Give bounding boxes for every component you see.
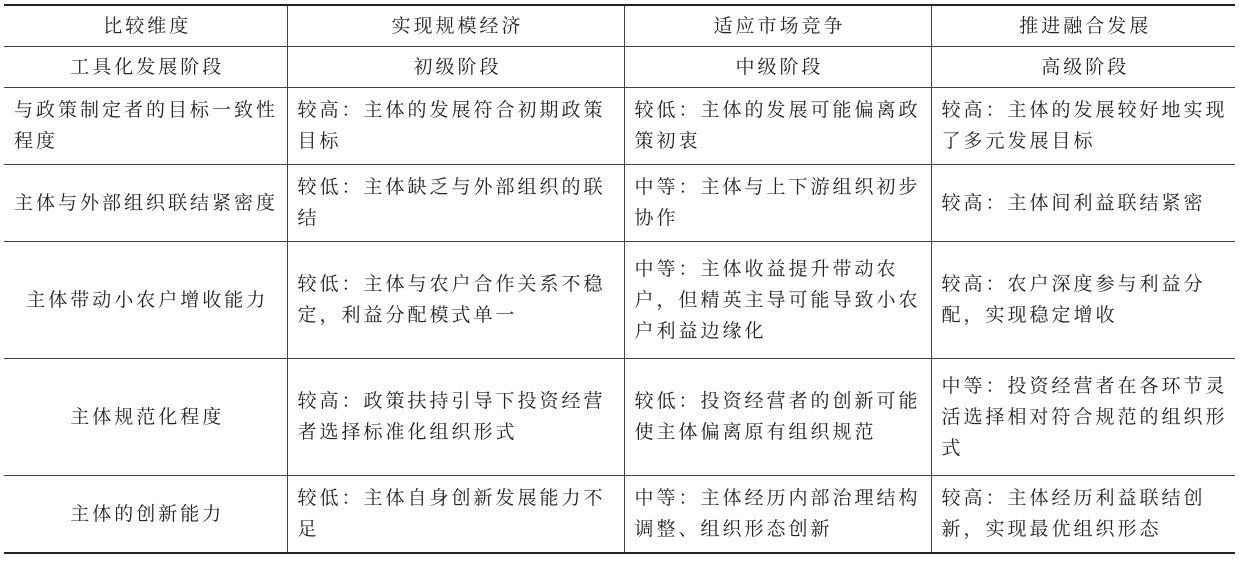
dimension-cell: 主体的创新能力: [4, 476, 287, 554]
table-row: [4, 88, 1235, 165]
header-cell-integration: 推进融合发展: [931, 5, 1235, 47]
table-cell: 较低：主体缺乏与外部组织的联结: [287, 165, 624, 242]
stage-cell-intermediate: 中级阶段: [624, 47, 931, 88]
table-cell: 较高：农户深度参与利益分配，实现稳定增收: [931, 242, 1235, 359]
stage-row: [4, 47, 1235, 88]
table-cell: 较低：主体的发展可能偏离政策初衷: [624, 88, 931, 165]
table-cell: 中等：主体收益提升带动农户，但精英主导可能导致小农户利益边缘化: [624, 242, 931, 359]
header-cell-market-competition: 适应市场竞争: [624, 5, 931, 47]
dimension-cell: 主体规范化程度: [4, 359, 287, 476]
table-cell: 较高：主体间利益联结紧密: [931, 165, 1235, 242]
table-row: [4, 242, 1235, 359]
table-cell: 较低：投资经营者的创新可能使主体偏离原有组织规范: [624, 359, 931, 476]
table-cell: 较低：主体与农户合作关系不稳定，利益分配模式单一: [287, 242, 624, 359]
table-cell: 中等：主体与上下游组织初步协作: [624, 165, 931, 242]
table-cell: 较高：主体的发展符合初期政策目标: [287, 88, 624, 165]
header-cell-dimension: 比较维度: [4, 5, 287, 47]
dimension-cell: 与政策制定者的目标一致性程度: [4, 88, 287, 165]
table-row: [4, 359, 1235, 476]
table-cell: 较高：主体经历利益联结创新，实现最优组织形态: [931, 476, 1235, 554]
stage-cell-advanced: 高级阶段: [931, 47, 1235, 88]
table-cell: 中等：主体经历内部治理结构调整、组织形态创新: [624, 476, 931, 554]
dimension-cell: 主体带动小农户增收能力: [4, 242, 287, 359]
header-row: [4, 5, 1235, 47]
stage-label-cell: 工具化发展阶段: [4, 47, 287, 88]
dimension-cell: 主体与外部组织联结紧密度: [4, 165, 287, 242]
table-cell: 中等：投资经营者在各环节灵活选择相对符合规范的组织形式: [931, 359, 1235, 476]
header-cell-scale-economy: 实现规模经济: [287, 5, 624, 47]
table-row: [4, 165, 1235, 242]
table-row: [4, 476, 1235, 554]
table-cell: 较低：主体自身创新发展能力不足: [287, 476, 624, 554]
stage-cell-initial: 初级阶段: [287, 47, 624, 88]
comparison-table: [4, 4, 1235, 554]
table-cell: 较高：政策扶持引导下投资经营者选择标准化组织形式: [287, 359, 624, 476]
table-cell: 较高：主体的发展较好地实现了多元发展目标: [931, 88, 1235, 165]
